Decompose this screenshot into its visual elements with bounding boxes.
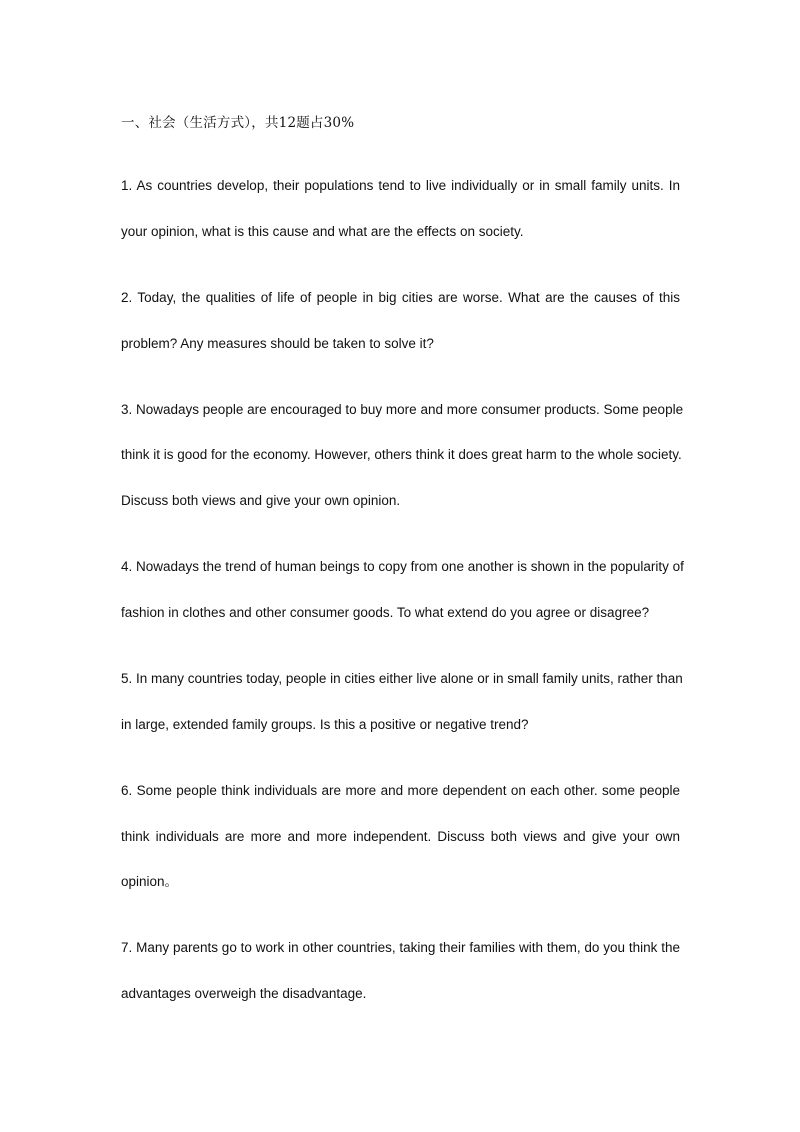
question-3-line-2: think it is good for the economy. However, others think it does great harm to the whole society. (121, 447, 682, 462)
question-4-line-1: 4. Nowadays the trend of human beings to copy from one another is shown in the popularity of (121, 559, 684, 574)
section-heading: 一、社会（生活方式），共12题占30% (121, 115, 355, 131)
question-2-line-2: problem? Any measures should be taken to solve it? (121, 336, 434, 351)
question-6-line-2: think individuals are more and more independent. Discuss both views and give your own (121, 829, 680, 844)
question-5-line-1: 5. In many countries today, people in cities either live alone or in small family units, rather than (121, 671, 683, 686)
question-3-line-3: Discuss both views and give your own opinion. (121, 493, 401, 508)
question-4-line-2: fashion in clothes and other consumer goods. To what extend do you agree or disagree? (121, 605, 650, 620)
question-1-line-2: your opinion, what is this cause and what are the effects on society. (121, 224, 524, 239)
question-3-line-1: 3. Nowadays people are encouraged to buy more and more consumer products. Some people (121, 402, 684, 417)
question-5-line-2: in large, extended family groups. Is this a positive or negative trend? (121, 717, 529, 732)
question-7-line-2: advantages overweigh the disadvantage. (121, 986, 367, 1001)
question-6-line-3: opinion。 (121, 874, 179, 889)
question-2-line-1: 2. Today, the qualities of life of people in big cities are worse. What are the causes of this (121, 290, 680, 305)
question-6-line-1: 6. Some people think individuals are more and more dependent on each other. some people (121, 783, 680, 798)
question-7-line-1: 7. Many parents go to work in other countries, taking their families with them, do you think the (121, 940, 680, 955)
question-1-line-1: 1. As countries develop, their populations tend to live individually or in small family units. In (121, 178, 680, 193)
